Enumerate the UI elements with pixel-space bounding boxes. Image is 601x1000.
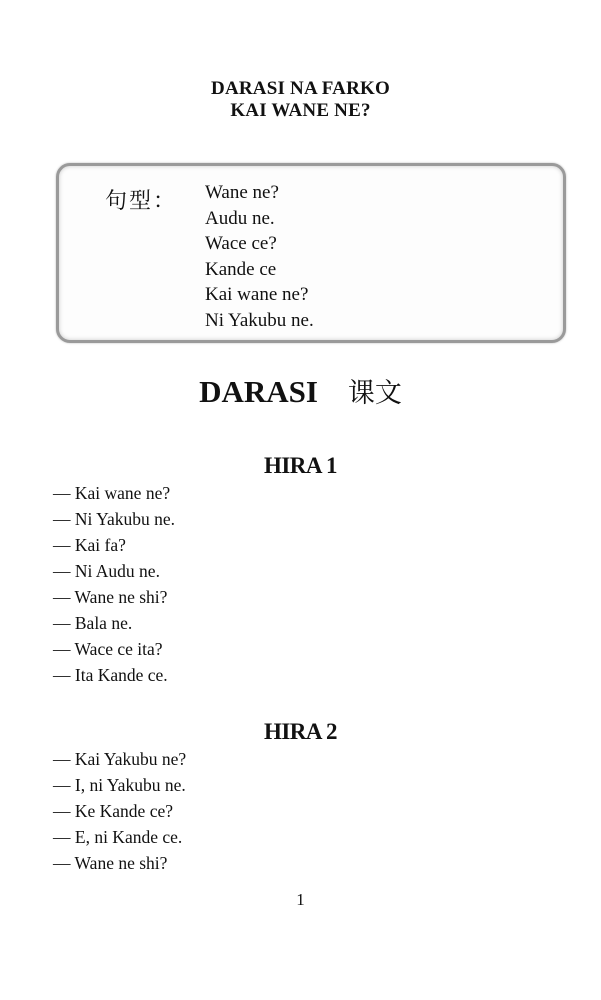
dialogue-line: — I, ni Yakubu ne. <box>53 775 186 795</box>
dialogue-line: — E, ni Kande ce. <box>53 827 183 847</box>
dialogue-line: — Ni Audu ne. <box>53 561 160 581</box>
dialogue-line: — Kai wane ne? <box>53 483 171 503</box>
text-section-heading-chinese: 课文 <box>347 378 402 409</box>
text-section-heading-latin: DARASI <box>199 374 318 409</box>
dialogue-1 <box>53 480 175 688</box>
sentence-pattern-line: Wane ne? <box>205 182 279 203</box>
sentence-pattern-box <box>56 163 566 343</box>
dialogue-2-title: HIRA 2 <box>263 719 338 744</box>
sentence-pattern-line: Kande ce <box>205 258 277 280</box>
lesson-title <box>0 78 601 122</box>
dialogue-line: — Bala ne. <box>53 613 133 633</box>
dialogue-2 <box>53 746 186 876</box>
sentence-pattern-label: 句型： <box>105 189 178 214</box>
dialogue-line: — Wane ne shi? <box>53 587 168 607</box>
sentence-pattern-line: Wace ce? <box>205 233 277 254</box>
sentence-pattern-list <box>205 180 314 333</box>
dialogue-line: — Ni Yakubu ne. <box>53 509 176 529</box>
dialogue-line: — Kai fa? <box>53 535 126 555</box>
dialogue-line: — Wace ce ita? <box>53 639 163 659</box>
page-number: 1 <box>296 890 305 909</box>
dialogue-line: — Ke Kande ce? <box>53 801 174 821</box>
sentence-pattern-line: Kai wane ne? <box>205 284 309 305</box>
text-section-heading <box>0 372 601 414</box>
dialogue-1-title: HIRA 1 <box>263 453 338 478</box>
dialogue-line: — Ita Kande ce. <box>53 665 168 685</box>
lesson-title-line-2: KAI WANE NE? <box>230 100 371 121</box>
dialogue-line: — Kai Yakubu ne? <box>53 749 187 769</box>
lesson-title-line-1: DARASI NA FARKO <box>211 78 390 99</box>
sentence-pattern-line: Ni Yakubu ne. <box>205 309 314 331</box>
dialogue-line: — Wane ne shi? <box>53 853 168 873</box>
sentence-pattern-line: Audu ne. <box>205 207 275 229</box>
